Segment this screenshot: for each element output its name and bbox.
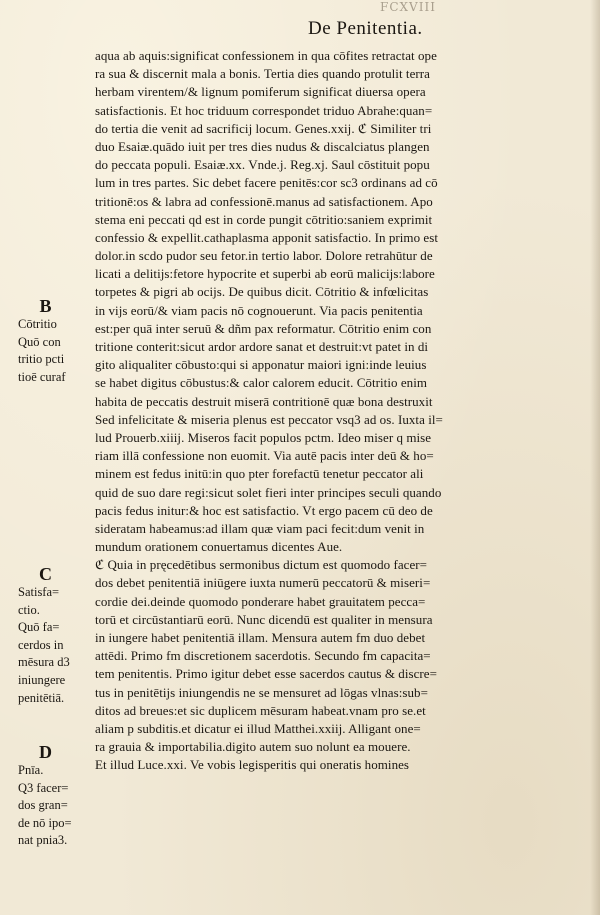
margin-note-line: Satisfa= [18, 585, 60, 599]
text-line: Sed infelicitate & miseria plenus est peccator vsq3 ad os. Iuxta il= [95, 411, 443, 427]
text-line: ℭ Quia in pręcedētibus sermonibus dictum est quomodo facer= [95, 557, 428, 573]
text-line: Et illud Luce.xxi. Ve vobis legisperitis qui oneratis homines [95, 757, 410, 773]
margin-note-line: iniungere [18, 672, 66, 687]
text-line: mundum orationem conuertamus dicentes Aue. [95, 539, 343, 555]
margin-note-line: dos gran= [18, 798, 68, 813]
text-line: tritione conterit:sicut ardor ardore sanat et destruit:vt patet in di [95, 339, 429, 354]
margin-note-line: Quō con [18, 334, 61, 349]
text-line: ra sua & discernit mala a bonis. Tertia dies quando protulit terra [95, 66, 430, 82]
text-line: tus in penitētijs iniungendis ne se mensuret ad lōgas vlnas:sub= [95, 684, 428, 700]
margin-note-line: Cōtritio [18, 317, 57, 331]
margin-note-line: tritio pcti [18, 352, 65, 367]
text-line: pacis fedus initur:& hoc est satisfactio. Vt ergo pacem cū deo de [95, 502, 433, 518]
margin-note-line: tioē curaf [18, 369, 66, 384]
margin-note-b [18, 296, 92, 386]
margin-note-line: Quō fa= [18, 620, 60, 635]
text-line: in vijs eorū/& viam pacis nō cognouerunt. Via pacis penitentia [95, 302, 423, 318]
text-line: habita de peccatis destruit miserā contritionē quæ bona destruxit [95, 393, 433, 409]
text-line: ditos ad breues:et sic duplicem mēsuram habeat.vnam pro se.et [95, 702, 426, 718]
margin-note-c [18, 564, 92, 707]
folio-number: FCXVIII [380, 0, 436, 14]
text-line: aqua ab aquis:significat confessionem in qua cōfites retractat ope [95, 48, 437, 63]
margin-note-line: de nō ipo= [18, 815, 72, 830]
margin-note-line: Pnīa. [18, 763, 44, 777]
margin-note-line: ctio. [18, 602, 40, 617]
section-letter-d: D [39, 742, 52, 762]
text-line: tem penitentis. Primo igitur debet esse sacerdos cautus & discre= [95, 666, 437, 682]
text-line: stema eni peccati qd est in corde pungit cōtritio:saniem exprimit [95, 211, 433, 227]
text-line: minem est fedus initū:in quo pter forefactū tenetur peccator ali [95, 466, 424, 482]
text-line: satisfactionis. Et hoc triduum correspondet triduo Abrahe:quan= [95, 102, 433, 118]
text-line: licati a delitijs:fetore hypocrite et superbi ab eorū malicijs:labore [95, 266, 435, 282]
section-letter-c: C [39, 564, 52, 584]
text-line: in iungere habet penitentiā illam. Mensura autem fm duo debet [95, 630, 426, 645]
text-line: dolor.in scdo pudor seu fetor.in tertio labor. Dolore retrahūtur de [95, 248, 433, 264]
margin-note-line: mēsura d3 [18, 655, 70, 670]
margin-note-d [18, 742, 92, 850]
text-line: se habet digitus cōbustus:& calor calorem educit. Cōtritio enim [95, 375, 428, 391]
text-line: riam illā confessione non euomit. Via autē pacis inter deū & ho= [95, 448, 434, 464]
text-line: confessio & expellit.cathaplasma apponit satisfactio. In primo est [95, 229, 439, 245]
text-line: attēdi. Primo fm discretionem sacerdotis. Secundo fm capacita= [95, 648, 431, 664]
text-line: est:per quā inter seruū & dñm pax reformatur. Cōtritio enim con [95, 320, 432, 336]
margin-note-line: cerdos in [18, 637, 64, 652]
text-line: ra grauia & importabilia.digito autem suo nolunt ea mouere. [95, 739, 411, 755]
text-line: lud Prouerb.xiiij. Miseros facit populos pctm. Ideo miser q mise [95, 429, 432, 445]
text-line: lum in tres partes. Sic debet facere penitēs:cor sc3 ordinans ad cō [95, 175, 438, 191]
text-line: duo Esaiæ.quādo iuit per tres dies nudus & discalciatus plangen [95, 138, 430, 154]
text-line: sideratam habeamus:ad illam quæ viam paci fecit:dum venit in [95, 520, 425, 536]
text-line: do peccata populi. Esaiæ.xx. Vnde.j. Reg.xj. Saul cōstituit popu [95, 157, 430, 173]
margin-note-line: nat pnia3. [18, 833, 68, 848]
margin-note-line: penitētiā. [18, 690, 65, 705]
text-line: torpetes & pigri ab ocijs. De quibus dicit. Cōtritio & infœlicitas [95, 284, 429, 300]
text-line: tritionē:os & labra ad confessionē.manus ad satisfactionem. Apo [95, 193, 433, 209]
text-line: aliam p subditis.et dicatur ei illud Matthei.xxiij. Alligant one= [95, 720, 421, 736]
text-line: do tertia die venit ad sacrificij locum. Genes.xxij. ℭ Similiter tri [95, 120, 432, 136]
running-head: De Penitentia. [308, 18, 423, 39]
section-letter-b: B [39, 296, 52, 316]
margin-note-line: Q3 facer= [18, 780, 69, 795]
main-text-column [95, 47, 550, 775]
text-line: gito aliqualiter cōbusto:qui si apponatur maiori igni:inde leuius [95, 357, 427, 373]
text-line: dos debet penitentiā iniūgere iuxta numerū peccatorū & miseri= [95, 575, 431, 591]
text-line: quid de suo dare regi:sicut solet fieri inter principes seculi quando [95, 484, 442, 500]
text-line: cordie dei.deinde quomodo ponderare habet grauitatem pecca= [95, 593, 426, 609]
text-line: torū et circūstantiarū eorū. Nunc dicendū est qualiter in mensura [95, 611, 433, 627]
text-line: herbam virentem/& lignum pomiferum significat diuersa opera [95, 84, 426, 100]
